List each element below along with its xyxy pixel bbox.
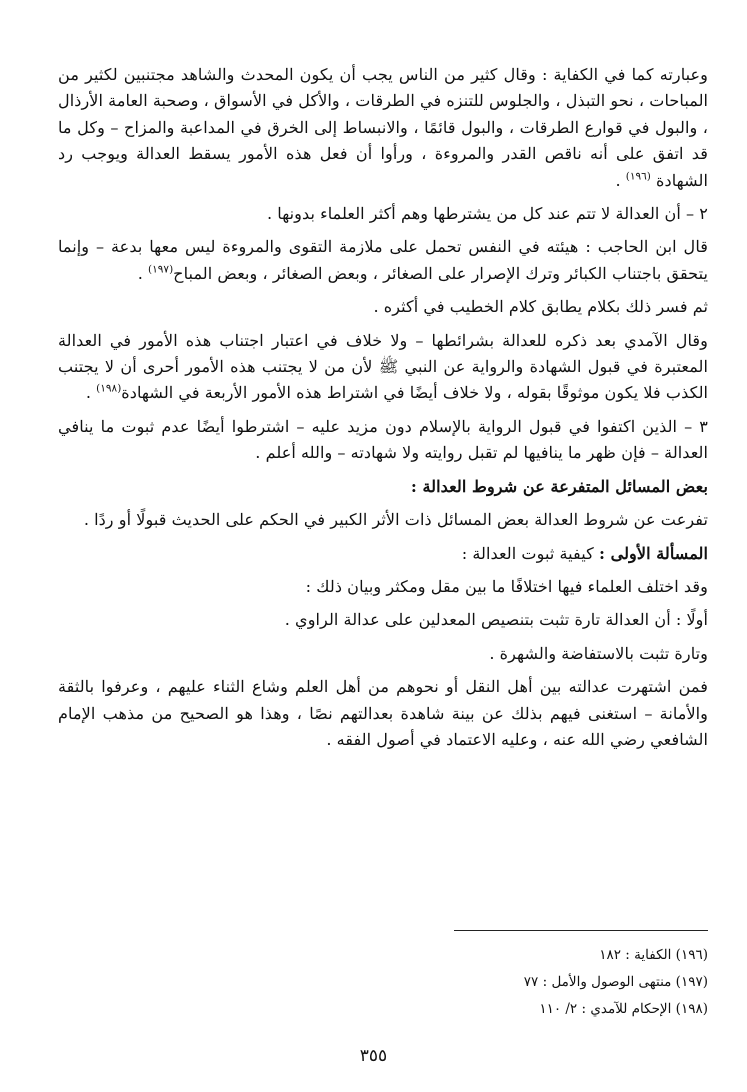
paragraph: وتارة تثبت بالاستفاضة والشهرة .	[489, 643, 708, 663]
footnote-ref: (١٩٨)	[96, 383, 122, 396]
paragraph: ٣ – الذين اكتفوا في قبول الرواية بالإسلام دون مزيد عليه – اشترطوا أيضًا عدم ثبوت ما ينافي العدالة – فإن ظهر ما ينافيها لم تقبل روايته ولا شهادته – والله أعلم .	[58, 416, 708, 463]
issue-label: المسألة الأولى :	[599, 543, 708, 563]
paragraph: وقال الآمدي بعد ذكره للعدالة بشرائطها – ولا خلاف في اعتبار اجتناب هذه الأمور في العدالة المعتبرة في قبول الشهادة والرواية عن النبي ﷺ لأن من لا يجتنب هذه الأمور أحرى أن لا يجتنب الكذب فلا يكون موثوقًا بقوله ، ولا خلاف أيضًا في اشتراط هذه الأمور الأربعة في الشهادة$^{(١٩٨)}$ .	[58, 330, 708, 403]
main-text	[58, 62, 708, 753]
paragraph-text: وقال الآمدي بعد ذكره للعدالة بشرائطها – ولا خلاف في اعتبار اجتناب هذه الأمور في العدالة المعتبرة في قبول الشهادة والرواية عن النبي ﷺ لأن من لا يجتنب هذه الأمور أحرى أن لا يجتنب الكذب فلا يكون موثوقًا بقوله ، ولا خلاف أيضًا في اشتراط هذه الأمور الأربعة في الشهادة	[58, 330, 708, 403]
section-heading: بعض المسائل المتفرعة عن شروط العدالة :	[410, 476, 708, 496]
footnote-divider	[454, 930, 708, 931]
paragraph-text: وعبارته كما في الكفاية : وقال كثير من الناس يجب أن يكون المحدث والشاهد مجتنبين لكثير من المباحات ، نحو التبذل ، والجلوس للتنزه في الطرقات ، والأكل في الأسواق ، وصحبة العامة الأرذال ، والبول في قوارع الطرقات ، والبول قائمًا ، والانبساط إلى الخرق في المداعبة والمزاح – وكل ما قد اتفق على أنه ناقص القدر والمروءة ، ورأوا أن فعل هذه الأمور يسقط العدالة ويوجب رد الشهادة	[58, 65, 708, 190]
subheading	[58, 541, 708, 567]
paragraph-text: قال ابن الحاجب : هيئته في النفس تحمل على ملازمة التقوى والمروءة ليس معها بدعة – وإنما يتحقق باجتناب الكبائر وترك الإصرار على الصغائر ، وبعض الصغائر ، وبعض المباح	[58, 237, 708, 283]
issue-title: كيفية ثبوت العدالة :	[461, 543, 594, 563]
paragraph: ثم فسر ذلك بكلام يطابق كلام الخطيب في أكثره .	[373, 297, 708, 317]
paragraph: أولًا : أن العدالة تارة تثبت بتنصيص المعدلين على عدالة الراوي .	[284, 610, 708, 630]
footnote: (١٩٦) الكفاية : ١٨٢	[599, 947, 708, 963]
footnote-ref: (١٩٧)	[148, 263, 174, 276]
footnotes	[300, 942, 708, 1023]
paragraph: وقد اختلف العلماء فيها اختلافًا ما بين مقل ومكثر وبيان ذلك :	[305, 576, 708, 596]
paragraph: فمن اشتهرت عدالته بين أهل النقل أو نحوهم من أهل العلم وشاع الثناء عليهم ، وعرفوا بالثقة والأمانة – استغنى فيهم بذلك عن بينة شاهدة بعدالتهم نصًا ، وهذا هو الصحيح من مذهب الإمام الشافعي رضي الله عنه ، وعليه الاعتماد في أصول الفقه .	[58, 677, 708, 749]
footnote: (١٩٧) منتهى الوصول والأمل : ٧٧	[523, 974, 708, 990]
paragraph: ٢ – أن العدالة لا تتم عند كل من يشترطها وهم أكثر العلماء بدونها .	[266, 204, 708, 224]
paragraph: قال ابن الحاجب : هيئته في النفس تحمل على ملازمة التقوى والمروءة ليس معها بدعة – وإنما يتحقق باجتناب الكبائر وترك الإصرار على الصغائر ، وبعض الصغائر ، وبعض المباح$^{(١٩٧)}$ .	[58, 237, 708, 283]
page-number: ٣٥٥	[359, 1046, 388, 1066]
paragraph: تفرعت عن شروط العدالة بعض المسائل ذات الأثر الكبير في الحكم على الحديث قبولًا أو ردًا .	[83, 510, 708, 530]
paragraph: وعبارته كما في الكفاية : وقال كثير من الناس يجب أن يكون المحدث والشاهد مجتنبين لكثير من المباحات ، نحو التبذل ، والجلوس للتنزه في الطرقات ، والأكل في الأسواق ، وصحبة العامة الأرذال ، والبول في قوارع الطرقات ، والبول قائمًا ، والانبساط إلى الخرق في المداعبة والمزاح – وكل ما قد اتفق على أنه ناقص القدر والمروءة ، ورأوا أن فعل هذه الأمور يسقط العدالة ويوجب رد الشهادة $^{(١٩٦)}$ .	[58, 65, 708, 190]
footnote: (١٩٨) الإحكام للآمدي : ٢/ ١١٠	[539, 1001, 708, 1017]
footnote-ref: (١٩٦)	[625, 170, 651, 183]
